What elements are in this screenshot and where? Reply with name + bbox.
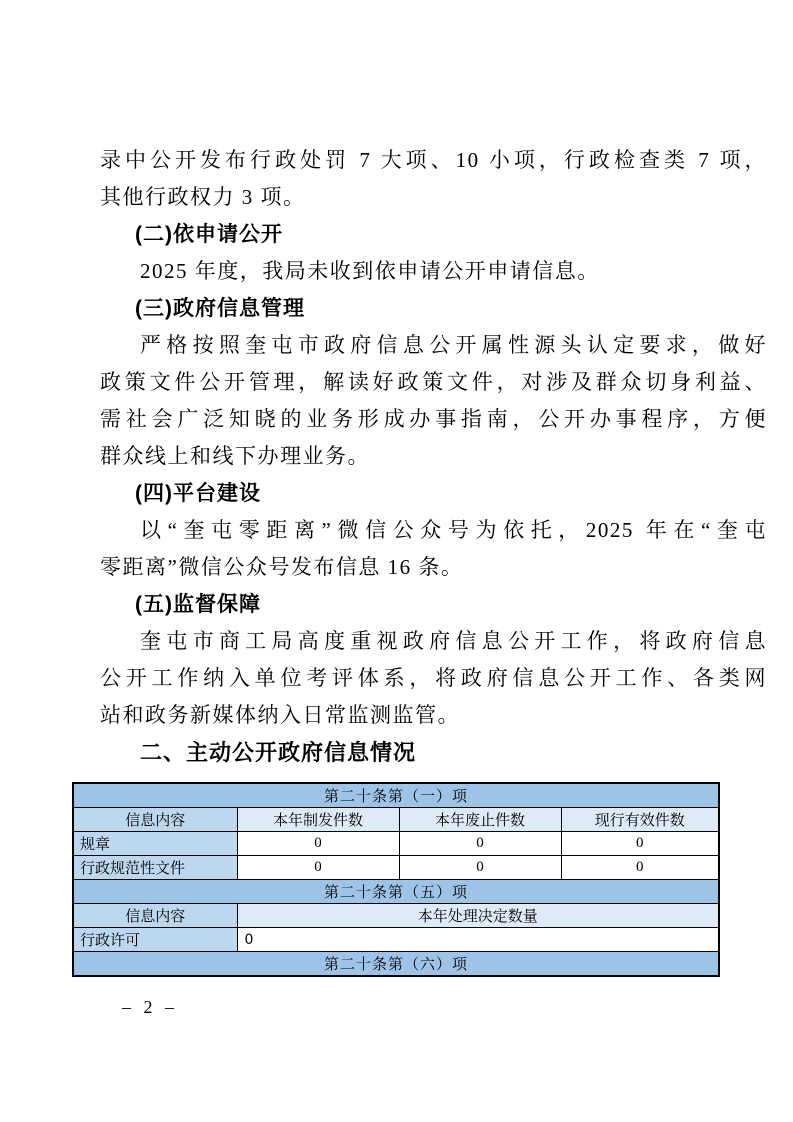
cell-value: 0 — [399, 832, 561, 856]
table-row — [73, 952, 719, 977]
table-row — [73, 904, 719, 928]
table-row — [73, 856, 719, 880]
body-line: 公开工作纳入单位考评体系，将政府信息公开工作、各类网 — [100, 666, 767, 690]
row-label-regulations: 规章 — [73, 832, 237, 856]
table-row — [73, 880, 719, 904]
body-line: 其他行政权力 3 项。 — [100, 185, 306, 209]
page-number: – 2 – — [122, 997, 178, 1017]
subsection-heading-2: (二)依申请公开 — [135, 223, 283, 246]
row-label-administrative-license: 行政许可 — [73, 928, 237, 952]
table-band-article20-item1: 第二十条第（一）项 — [73, 783, 719, 808]
cell-value: 0 — [561, 832, 719, 856]
subsection-heading-5: (五)监督保障 — [135, 593, 261, 616]
body-line: 零距离”微信公众号发布信息 16 条。 — [100, 555, 464, 579]
body-line: 政策文件公开管理，解读好政策文件，对涉及群众切身利益、 — [100, 370, 767, 394]
col-header-abolished: 本年废止件数 — [399, 808, 561, 832]
body-line: 站和政务新媒体纳入日常监测监管。 — [100, 703, 460, 727]
body-line: 录中公开发布行政处罚 7 大项、10 小项，行政检查类 7 项， — [100, 148, 767, 172]
body-line: 需社会广泛知晓的业务形成办事指南，公开办事程序，方便 — [100, 407, 767, 431]
body-line: 奎屯市商工局高度重视政府信息公开工作，将政府信息 — [140, 629, 767, 653]
cell-value: 0 — [561, 856, 719, 880]
table-band-article20-item5: 第二十条第（五）项 — [73, 880, 719, 904]
cell-value: 0 — [399, 856, 561, 880]
col-header-info-content: 信息内容 — [73, 808, 237, 832]
table-band-article20-item6: 第二十条第（六）项 — [73, 952, 719, 977]
cell-value: 0 — [237, 832, 399, 856]
body-text-block — [100, 142, 767, 771]
section-heading-2: 二、主动公开政府信息情况 — [140, 740, 417, 765]
col-header-decisions-count: 本年处理决定数量 — [237, 904, 719, 928]
cell-value: 0 — [237, 856, 399, 880]
table-row — [73, 928, 719, 952]
disclosure-statistics-table — [72, 782, 720, 977]
table-row — [73, 832, 719, 856]
row-label-normative-documents: 行政规范性文件 — [73, 856, 237, 880]
body-line: 以“奎屯零距离”微信公众号为依托，2025 年在“奎屯 — [140, 518, 767, 542]
body-line: 2025 年度，我局未收到依申请公开申请信息。 — [140, 259, 600, 283]
table-row — [73, 783, 719, 808]
col-header-issued: 本年制发件数 — [237, 808, 399, 832]
col-header-effective: 现行有效件数 — [561, 808, 719, 832]
subsection-heading-4: (四)平台建设 — [135, 482, 261, 505]
table-row — [73, 808, 719, 832]
subsection-heading-3: (三)政府信息管理 — [135, 297, 305, 320]
col-header-info-content: 信息内容 — [73, 904, 237, 928]
cell-value: 0 — [237, 928, 719, 952]
body-line: 严格按照奎屯市政府信息公开属性源头认定要求，做好 — [140, 333, 767, 357]
body-line: 群众线上和线下办理业务。 — [100, 444, 370, 468]
